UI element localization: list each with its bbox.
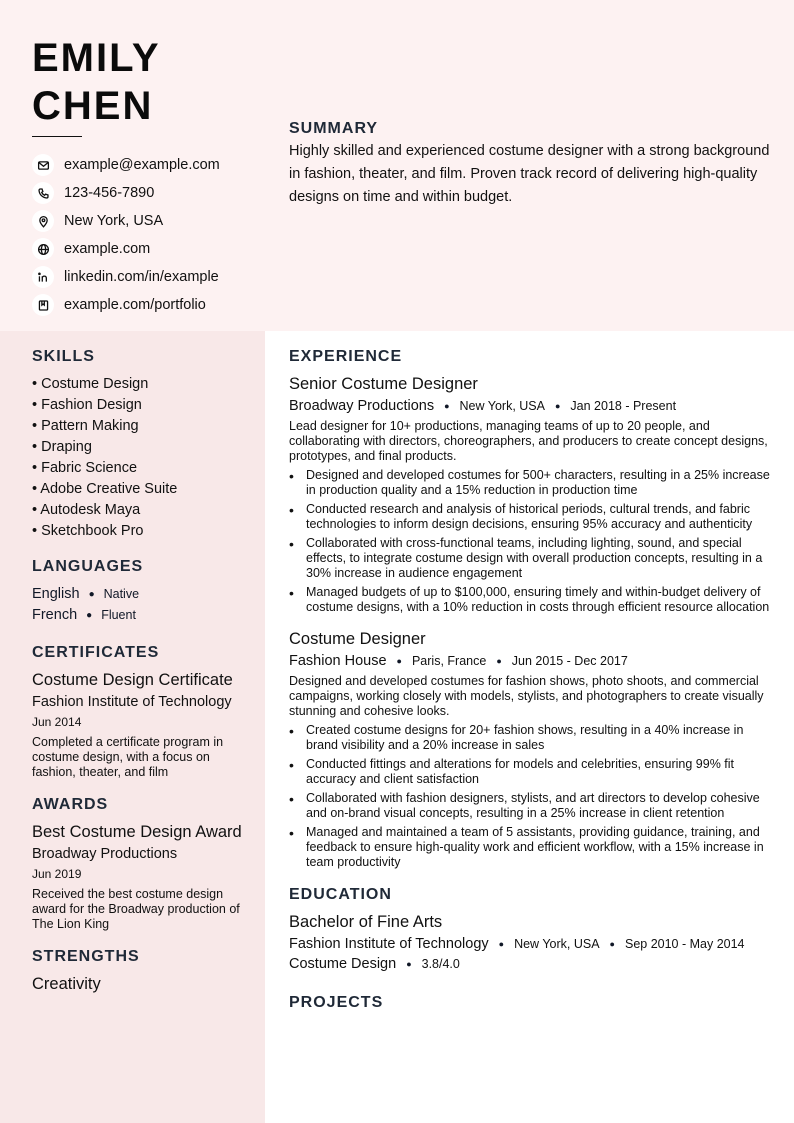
job-achievements [289,723,773,870]
award-issuer: Broadway Productions [32,846,178,862]
contact-portfolio-text: example.com/portfolio [64,297,206,313]
education-title: EDUCATION [289,886,392,903]
contact-phone-text: 123-456-7890 [64,185,155,201]
achievement-item: • Collaborated with cross-functional teams, including lighting, sound, and special effects, to integrate costume design with overall production concepts, resulting in a 30% increase in audience engagement [289,536,773,581]
job-location: Paris, France [411,654,487,668]
skill-item: • Fashion Design [32,397,142,413]
school-location: New York, USA [514,937,600,951]
name-first: EMILY [32,36,161,80]
certificate-date: Jun 2014 [32,715,82,729]
language-item [32,584,242,605]
contact-linkedin[interactable] [32,263,265,291]
linkedin-icon [32,266,54,288]
achievement-item: • Conducted fittings and alterations for models and celebrities, ensuring 99% fit accuracy and client satisfaction [289,757,773,787]
separator-dot: ● [86,610,93,621]
certificates-section [32,644,242,780]
gpa: 3.8/4.0 [421,957,460,971]
job-entry [289,629,773,870]
skill-item: • Autodesk Maya [32,502,141,518]
separator-dot: ● [444,401,450,411]
job-company: Fashion House [289,653,387,669]
contact-portfolio[interactable] [32,291,265,319]
header-panel [0,0,265,331]
job-title: Senior Costume Designer [289,375,478,393]
contact-website[interactable] [32,235,265,263]
skills-section [32,348,242,542]
projects-title: PROJECTS [289,994,384,1011]
award-description: Received the best costume design award for the Broadway production of The Lion King [32,887,240,931]
field-of-study: Costume Design [289,956,397,972]
achievement-item: • Collaborated with fashion designers, stylists, and art directors to develop cohesive and on-brand visual concepts, resulting in a 25% increase in client retention [289,791,773,821]
location-icon [32,210,54,232]
certificate-name: Costume Design Certificate [32,671,233,689]
education-field-row [289,956,773,972]
skills-title: SKILLS [32,348,95,365]
separator-dot: ● [609,939,615,949]
strengths-section [32,948,242,994]
language-name: French [32,607,78,623]
certificate-issuer: Fashion Institute of Technology [32,694,232,710]
language-level: Fluent [101,608,136,622]
skill-item: • Adobe Creative Suite [32,481,178,497]
job-meta [289,653,773,669]
skill-item: • Sketchbook Pro [32,523,144,539]
achievement-item: • Managed and maintained a team of 5 assistants, providing guidance, training, and feedback to ensure high-quality work and efficient workflow, with a 15% increase in team productivity [289,825,773,870]
job-title: Costume Designer [289,630,426,648]
summary-text: Highly skilled and experienced costume designer with a strong background in fashion, theater, and film. Proven track record of delivering high-quality designs on time and within budget. [289,143,770,205]
certificates-title: CERTIFICATES [32,644,160,661]
job-dates: Jan 2018 - Present [570,399,677,413]
degree-name: Bachelor of Fine Arts [289,913,443,931]
education-section [289,886,773,972]
separator-dot: ● [496,656,502,666]
separator-dot: ● [498,939,505,949]
mail-icon [32,154,54,176]
experience-title: EXPERIENCE [289,348,403,365]
separator-dot: ● [88,589,95,600]
portfolio-icon [32,294,54,316]
language-level: Native [103,587,140,601]
school-name: Fashion Institute of Technology [289,936,489,952]
contact-phone[interactable] [32,179,265,207]
projects-section [289,994,773,1012]
skill-item: • Costume Design [32,376,149,392]
contact-location [32,207,265,235]
award-name: Best Costume Design Award [32,823,242,841]
job-dates: Jun 2015 - Dec 2017 [511,654,628,668]
name-divider [32,136,82,137]
separator-dot: ● [406,959,412,969]
language-name: English [32,586,80,602]
contact-email[interactable] [32,151,265,179]
summary-section [289,120,773,209]
job-description: Lead designer for 10+ productions, managing teams of up to 20 people, and collaborating with directors, choreographers, and producers to create concept designs, prototypes, and final products. [289,419,768,463]
strengths-title: STRENGTHS [32,948,140,965]
achievement-item: • Designed and developed costumes for 500+ characters, resulting in a 25% increase in production quality and a 15% reduction in production time [289,468,773,498]
separator-dot: ● [396,656,402,666]
job-entry [289,374,773,615]
achievement-item: • Conducted research and analysis of historical periods, cultural trends, and fabric technologies to inform design decisions, ensuring 95% accuracy and authenticity [289,502,773,532]
job-description: Designed and developed costumes for fashion shows, photo shoots, and commercial campaigns, working closely with models, stylists, and photographers to create visually stunning and cohesive looks. [289,674,764,718]
certificate-description: Completed a certificate program in costume design, with a focus on fashion, theater, and film [32,735,224,779]
contact-linkedin-text: linkedin.com/in/example [64,269,219,285]
education-meta [289,936,773,952]
name-last: CHEN [32,84,154,128]
achievement-item: • Managed budgets of up to $100,000, ensuring timely and within-budget delivery of costume designs, with a 10% reduction in costs through efficient resource allocation [289,585,773,615]
languages-section [32,558,242,626]
job-meta [289,398,773,414]
left-column-content [32,348,242,994]
language-item [32,605,242,626]
languages-title: LANGUAGES [32,558,144,575]
job-company: Broadway Productions [289,398,435,414]
summary-title: SUMMARY [289,120,379,137]
separator-dot: ● [554,401,561,411]
education-dates: Sep 2010 - May 2014 [624,937,745,951]
experience-section [289,348,773,870]
phone-icon [32,182,54,204]
awards-section [32,796,242,932]
contact-email-text: example@example.com [64,157,220,173]
skill-item: • Draping [32,439,92,455]
globe-icon [32,238,54,260]
contact-website-text: example.com [64,241,151,257]
job-location: New York, USA [459,399,545,413]
job-achievements [289,468,773,615]
achievement-item: • Created costume designs for 20+ fashion shows, resulting in a 40% increase in brand visibility and a 20% increase in sales [289,723,773,753]
strength-item: Creativity [32,975,101,993]
awards-title: AWARDS [32,796,109,813]
skill-item: • Pattern Making [32,418,139,434]
skill-item: • Fabric Science [32,460,138,476]
right-column-content [289,348,773,1020]
contact-location-text: New York, USA [64,213,164,229]
award-date: Jun 2019 [32,867,82,881]
